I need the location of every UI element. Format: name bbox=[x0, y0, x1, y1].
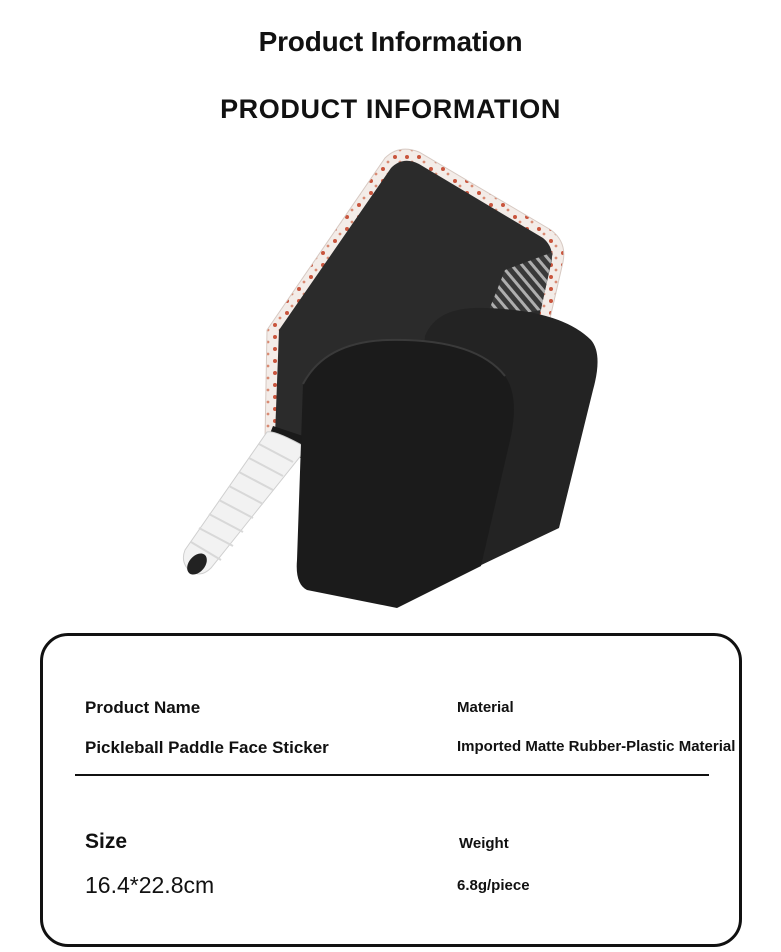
size-label: Size bbox=[85, 830, 128, 853]
paddle-product-image bbox=[175, 140, 615, 620]
divider-line bbox=[75, 774, 709, 776]
material-value: Imported Matte Rubber-Plastic Material bbox=[457, 738, 736, 755]
section-heading: PRODUCT INFORMATION bbox=[220, 94, 561, 124]
size-value: 16.4*22.8cm bbox=[85, 872, 215, 898]
weight-value: 6.8g/piece bbox=[457, 877, 530, 894]
page-title: Product Information bbox=[258, 26, 523, 57]
product-name-label: Product Name bbox=[85, 698, 201, 717]
product-name-value: Pickleball Paddle Face Sticker bbox=[85, 738, 329, 757]
material-label: Material bbox=[457, 699, 514, 716]
weight-label: Weight bbox=[459, 835, 509, 852]
face-sticker-front bbox=[297, 340, 514, 608]
product-info-card bbox=[40, 633, 742, 947]
